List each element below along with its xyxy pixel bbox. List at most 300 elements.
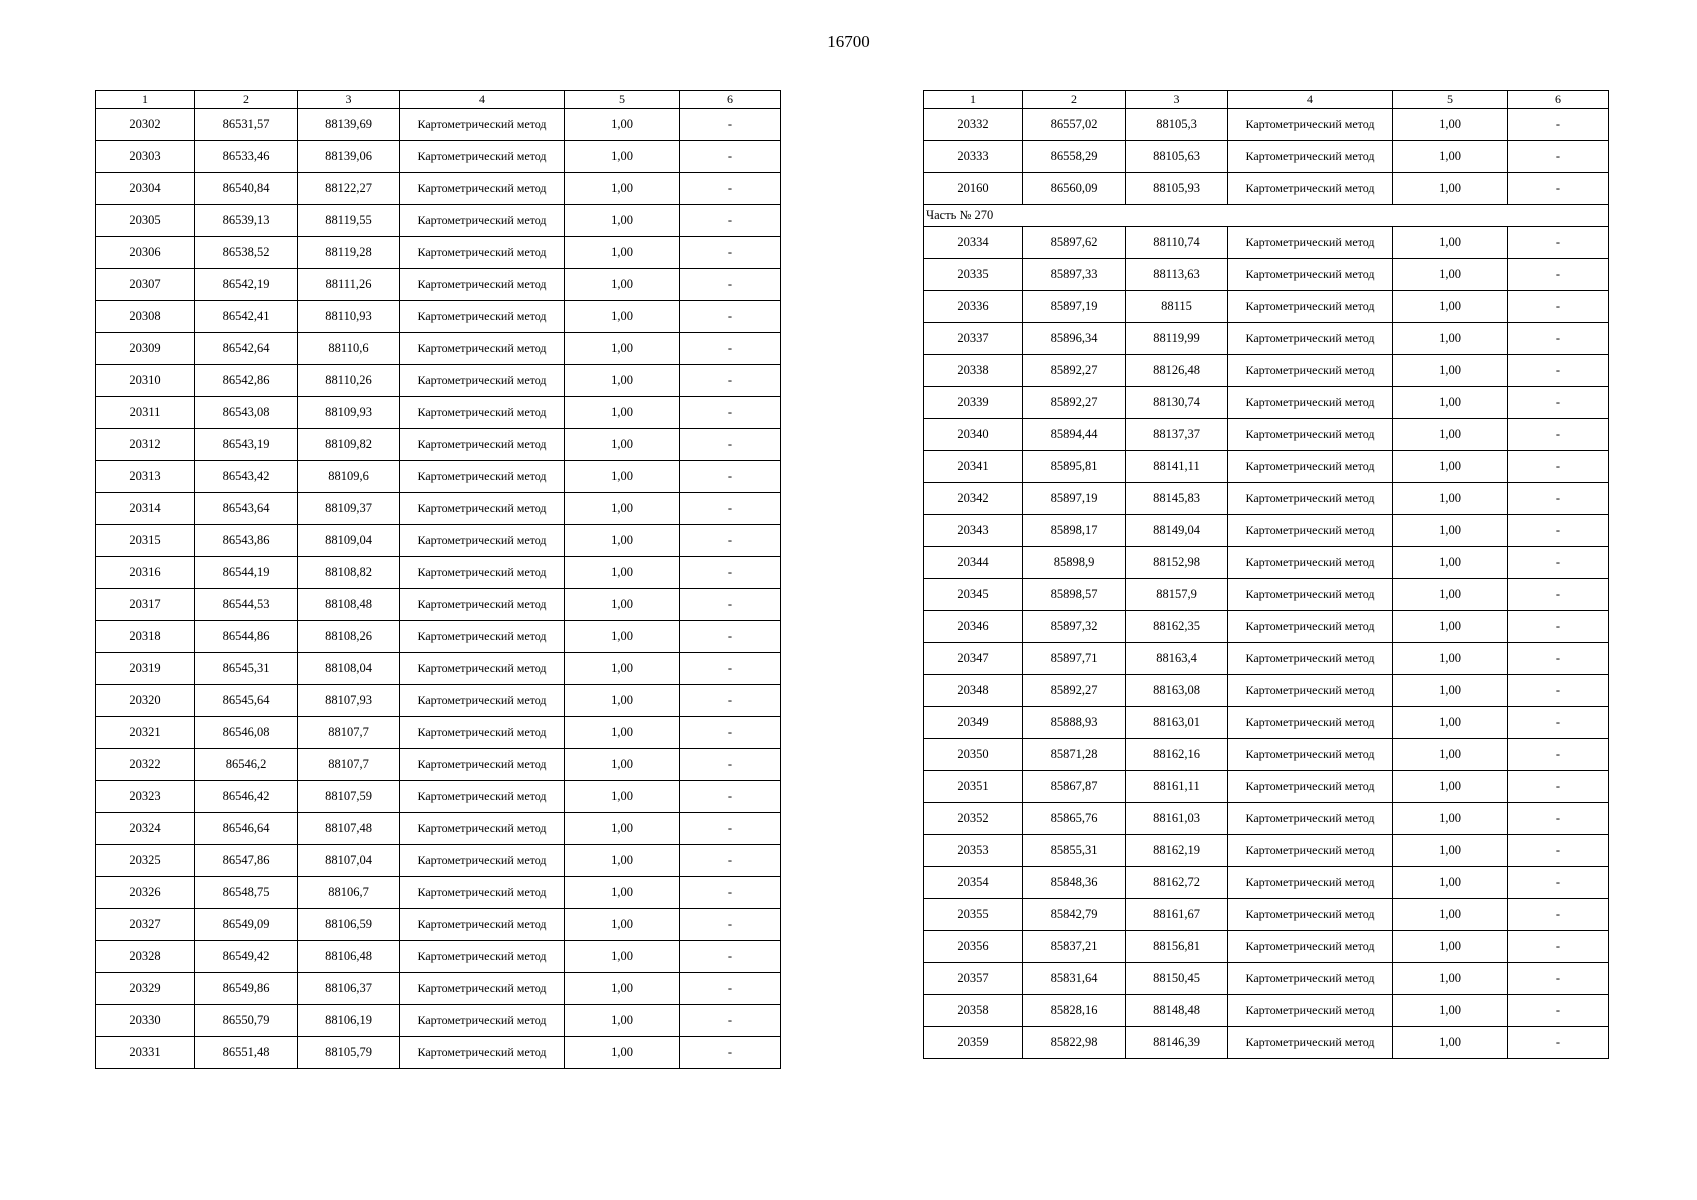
point-number-cell: 20332: [924, 109, 1023, 141]
method-cell: Картометрический метод: [1228, 675, 1393, 707]
accuracy-cell: 1,00: [565, 1037, 680, 1069]
x-coordinate-cell: 85898,9: [1023, 547, 1126, 579]
y-coordinate-cell: 88139,69: [298, 109, 400, 141]
y-coordinate-cell: 88107,7: [298, 717, 400, 749]
x-coordinate-cell: 86546,64: [195, 813, 298, 845]
accuracy-cell: 1,00: [1393, 259, 1508, 291]
point-number-cell: 20342: [924, 483, 1023, 515]
method-cell: Картометрический метод: [400, 717, 565, 749]
column-header: 3: [298, 91, 400, 109]
point-number-cell: 20318: [96, 621, 195, 653]
method-cell: Картометрический метод: [1228, 451, 1393, 483]
table-row: [924, 867, 1609, 899]
method-cell: Картометрический метод: [1228, 141, 1393, 173]
description-cell: -: [1508, 643, 1609, 675]
table-row: [924, 579, 1609, 611]
y-coordinate-cell: 88106,7: [298, 877, 400, 909]
point-number-cell: 20348: [924, 675, 1023, 707]
x-coordinate-cell: 86542,86: [195, 365, 298, 397]
table-row: [924, 259, 1609, 291]
accuracy-cell: 1,00: [1393, 451, 1508, 483]
table-body-right-bottom: [924, 227, 1609, 1059]
column-header: 5: [1393, 91, 1508, 109]
method-cell: Картометрический метод: [400, 237, 565, 269]
x-coordinate-cell: 85828,16: [1023, 995, 1126, 1027]
point-number-cell: 20334: [924, 227, 1023, 259]
y-coordinate-cell: 88156,81: [1126, 931, 1228, 963]
y-coordinate-cell: 88105,3: [1126, 109, 1228, 141]
table-row: [924, 643, 1609, 675]
point-number-cell: 20304: [96, 173, 195, 205]
point-number-cell: 20357: [924, 963, 1023, 995]
method-cell: Картометрический метод: [1228, 931, 1393, 963]
accuracy-cell: 1,00: [565, 749, 680, 781]
x-coordinate-cell: 86558,29: [1023, 141, 1126, 173]
table-row: [96, 525, 781, 557]
description-cell: -: [1508, 419, 1609, 451]
point-number-cell: 20324: [96, 813, 195, 845]
x-coordinate-cell: 86543,64: [195, 493, 298, 525]
y-coordinate-cell: 88126,48: [1126, 355, 1228, 387]
y-coordinate-cell: 88105,93: [1126, 173, 1228, 205]
description-cell: -: [1508, 675, 1609, 707]
y-coordinate-cell: 88148,48: [1126, 995, 1228, 1027]
table-row: [924, 141, 1609, 173]
description-cell: -: [680, 301, 781, 333]
table-row: [96, 781, 781, 813]
y-coordinate-cell: 88163,01: [1126, 707, 1228, 739]
x-coordinate-cell: 85892,27: [1023, 355, 1126, 387]
description-cell: -: [680, 525, 781, 557]
description-cell: -: [1508, 963, 1609, 995]
table-row: [96, 717, 781, 749]
table-row: [96, 205, 781, 237]
point-number-cell: 20311: [96, 397, 195, 429]
column-header: 6: [680, 91, 781, 109]
y-coordinate-cell: 88146,39: [1126, 1027, 1228, 1059]
column-header: 6: [1508, 91, 1609, 109]
accuracy-cell: 1,00: [565, 813, 680, 845]
table-row: [924, 1027, 1609, 1059]
description-cell: -: [680, 589, 781, 621]
y-coordinate-cell: 88108,82: [298, 557, 400, 589]
accuracy-cell: 1,00: [565, 717, 680, 749]
column-header: 1: [96, 91, 195, 109]
description-cell: -: [1508, 579, 1609, 611]
x-coordinate-cell: 85837,21: [1023, 931, 1126, 963]
point-number-cell: 20333: [924, 141, 1023, 173]
x-coordinate-cell: 86560,09: [1023, 173, 1126, 205]
description-cell: -: [1508, 291, 1609, 323]
point-number-cell: 20321: [96, 717, 195, 749]
x-coordinate-cell: 85897,33: [1023, 259, 1126, 291]
x-coordinate-cell: 86549,42: [195, 941, 298, 973]
y-coordinate-cell: 88152,98: [1126, 547, 1228, 579]
point-number-cell: 20353: [924, 835, 1023, 867]
method-cell: Картометрический метод: [400, 653, 565, 685]
accuracy-cell: 1,00: [565, 109, 680, 141]
table-row: [924, 109, 1609, 141]
table-row: [96, 749, 781, 781]
x-coordinate-cell: 86549,86: [195, 973, 298, 1005]
point-number-cell: 20358: [924, 995, 1023, 1027]
description-cell: -: [680, 909, 781, 941]
x-coordinate-cell: 86545,64: [195, 685, 298, 717]
y-coordinate-cell: 88109,6: [298, 461, 400, 493]
x-coordinate-cell: 85895,81: [1023, 451, 1126, 483]
point-number-cell: 20354: [924, 867, 1023, 899]
point-number-cell: 20347: [924, 643, 1023, 675]
accuracy-cell: 1,00: [565, 333, 680, 365]
method-cell: Картометрический метод: [400, 781, 565, 813]
y-coordinate-cell: 88119,55: [298, 205, 400, 237]
description-cell: -: [680, 877, 781, 909]
method-cell: Картометрический метод: [400, 973, 565, 1005]
point-number-cell: 20317: [96, 589, 195, 621]
accuracy-cell: 1,00: [1393, 963, 1508, 995]
description-cell: -: [1508, 323, 1609, 355]
point-number-cell: 20325: [96, 845, 195, 877]
method-cell: Картометрический метод: [1228, 707, 1393, 739]
part-section: [924, 205, 1609, 227]
description-cell: -: [1508, 803, 1609, 835]
point-number-cell: 20343: [924, 515, 1023, 547]
table-row: [924, 707, 1609, 739]
table-row: [924, 515, 1609, 547]
x-coordinate-cell: 85897,71: [1023, 643, 1126, 675]
y-coordinate-cell: 88161,11: [1126, 771, 1228, 803]
point-number-cell: 20302: [96, 109, 195, 141]
accuracy-cell: 1,00: [565, 205, 680, 237]
method-cell: Картометрический метод: [400, 397, 565, 429]
point-number-cell: 20350: [924, 739, 1023, 771]
table-header-row: [96, 91, 781, 109]
accuracy-cell: 1,00: [565, 461, 680, 493]
method-cell: Картометрический метод: [400, 269, 565, 301]
accuracy-cell: 1,00: [1393, 675, 1508, 707]
coordinates-table-left: [95, 90, 781, 1069]
description-cell: -: [680, 1005, 781, 1037]
point-number-cell: 20331: [96, 1037, 195, 1069]
point-number-cell: 20344: [924, 547, 1023, 579]
table-row: [924, 995, 1609, 1027]
description-cell: -: [1508, 355, 1609, 387]
description-cell: -: [1508, 483, 1609, 515]
accuracy-cell: 1,00: [565, 557, 680, 589]
table-row: [924, 451, 1609, 483]
table-row: [924, 803, 1609, 835]
description-cell: -: [680, 813, 781, 845]
x-coordinate-cell: 86544,53: [195, 589, 298, 621]
table-body-left: [96, 109, 781, 1069]
method-cell: Картометрический метод: [400, 173, 565, 205]
point-number-cell: 20320: [96, 685, 195, 717]
point-number-cell: 20355: [924, 899, 1023, 931]
accuracy-cell: 1,00: [565, 621, 680, 653]
x-coordinate-cell: 86533,46: [195, 141, 298, 173]
accuracy-cell: 1,00: [565, 877, 680, 909]
accuracy-cell: 1,00: [1393, 173, 1508, 205]
method-cell: Картометрический метод: [400, 909, 565, 941]
accuracy-cell: 1,00: [1393, 109, 1508, 141]
table-row: [96, 973, 781, 1005]
accuracy-cell: 1,00: [565, 429, 680, 461]
y-coordinate-cell: 88122,27: [298, 173, 400, 205]
accuracy-cell: 1,00: [1393, 931, 1508, 963]
x-coordinate-cell: 86544,19: [195, 557, 298, 589]
x-coordinate-cell: 85848,36: [1023, 867, 1126, 899]
point-number-cell: 20338: [924, 355, 1023, 387]
description-cell: -: [680, 493, 781, 525]
method-cell: Картометрический метод: [1228, 323, 1393, 355]
table-row: [96, 1037, 781, 1069]
y-coordinate-cell: 88137,37: [1126, 419, 1228, 451]
method-cell: Картометрический метод: [1228, 739, 1393, 771]
point-number-cell: 20336: [924, 291, 1023, 323]
x-coordinate-cell: 86551,48: [195, 1037, 298, 1069]
y-coordinate-cell: 88105,63: [1126, 141, 1228, 173]
table-header-row: [924, 91, 1609, 109]
y-coordinate-cell: 88157,9: [1126, 579, 1228, 611]
accuracy-cell: 1,00: [1393, 739, 1508, 771]
accuracy-cell: 1,00: [565, 237, 680, 269]
accuracy-cell: 1,00: [565, 493, 680, 525]
column-header: 2: [195, 91, 298, 109]
table-row: [924, 739, 1609, 771]
x-coordinate-cell: 86539,13: [195, 205, 298, 237]
accuracy-cell: 1,00: [565, 269, 680, 301]
x-coordinate-cell: 85892,27: [1023, 675, 1126, 707]
description-cell: -: [1508, 995, 1609, 1027]
y-coordinate-cell: 88150,45: [1126, 963, 1228, 995]
table-row: [924, 899, 1609, 931]
description-cell: -: [680, 621, 781, 653]
point-number-cell: 20315: [96, 525, 195, 557]
method-cell: Картометрический метод: [1228, 835, 1393, 867]
accuracy-cell: 1,00: [1393, 387, 1508, 419]
description-cell: -: [680, 1037, 781, 1069]
table-row: [96, 429, 781, 461]
description-cell: -: [1508, 515, 1609, 547]
x-coordinate-cell: 86546,42: [195, 781, 298, 813]
accuracy-cell: 1,00: [1393, 515, 1508, 547]
description-cell: -: [680, 109, 781, 141]
method-cell: Картометрический метод: [400, 557, 565, 589]
point-number-cell: 20306: [96, 237, 195, 269]
accuracy-cell: 1,00: [565, 589, 680, 621]
description-cell: -: [680, 141, 781, 173]
y-coordinate-cell: 88107,48: [298, 813, 400, 845]
y-coordinate-cell: 88108,48: [298, 589, 400, 621]
method-cell: Картометрический метод: [1228, 173, 1393, 205]
x-coordinate-cell: 86543,42: [195, 461, 298, 493]
x-coordinate-cell: 85892,27: [1023, 387, 1126, 419]
method-cell: Картометрический метод: [1228, 1027, 1393, 1059]
method-cell: Картометрический метод: [400, 621, 565, 653]
column-header: 1: [924, 91, 1023, 109]
y-coordinate-cell: 88110,74: [1126, 227, 1228, 259]
table-row: [924, 611, 1609, 643]
point-number-cell: 20356: [924, 931, 1023, 963]
y-coordinate-cell: 88107,93: [298, 685, 400, 717]
method-cell: Картометрический метод: [1228, 899, 1393, 931]
accuracy-cell: 1,00: [565, 525, 680, 557]
point-number-cell: 20160: [924, 173, 1023, 205]
description-cell: -: [1508, 547, 1609, 579]
table-row: [924, 547, 1609, 579]
x-coordinate-cell: 85855,31: [1023, 835, 1126, 867]
x-coordinate-cell: 85897,19: [1023, 291, 1126, 323]
y-coordinate-cell: 88130,74: [1126, 387, 1228, 419]
x-coordinate-cell: 85898,57: [1023, 579, 1126, 611]
accuracy-cell: 1,00: [1393, 707, 1508, 739]
point-number-cell: 20309: [96, 333, 195, 365]
point-number-cell: 20327: [96, 909, 195, 941]
x-coordinate-cell: 86531,57: [195, 109, 298, 141]
accuracy-cell: 1,00: [1393, 323, 1508, 355]
table-row: [96, 941, 781, 973]
accuracy-cell: 1,00: [565, 141, 680, 173]
description-cell: -: [680, 717, 781, 749]
method-cell: Картометрический метод: [1228, 643, 1393, 675]
y-coordinate-cell: 88110,93: [298, 301, 400, 333]
accuracy-cell: 1,00: [1393, 643, 1508, 675]
x-coordinate-cell: 86538,52: [195, 237, 298, 269]
description-cell: -: [680, 845, 781, 877]
description-cell: -: [1508, 173, 1609, 205]
y-coordinate-cell: 88141,11: [1126, 451, 1228, 483]
accuracy-cell: 1,00: [1393, 995, 1508, 1027]
x-coordinate-cell: 85897,19: [1023, 483, 1126, 515]
point-number-cell: 20335: [924, 259, 1023, 291]
method-cell: Картометрический метод: [1228, 803, 1393, 835]
table-row: [924, 355, 1609, 387]
method-cell: Картометрический метод: [1228, 483, 1393, 515]
accuracy-cell: 1,00: [565, 973, 680, 1005]
table-row: [924, 483, 1609, 515]
point-number-cell: 20323: [96, 781, 195, 813]
x-coordinate-cell: 85897,32: [1023, 611, 1126, 643]
accuracy-cell: 1,00: [565, 365, 680, 397]
x-coordinate-cell: 85888,93: [1023, 707, 1126, 739]
y-coordinate-cell: 88113,63: [1126, 259, 1228, 291]
method-cell: Картометрический метод: [1228, 771, 1393, 803]
description-cell: -: [680, 269, 781, 301]
description-cell: -: [1508, 707, 1609, 739]
point-number-cell: 20351: [924, 771, 1023, 803]
description-cell: -: [680, 557, 781, 589]
accuracy-cell: 1,00: [565, 909, 680, 941]
y-coordinate-cell: 88163,4: [1126, 643, 1228, 675]
column-header: 5: [565, 91, 680, 109]
y-coordinate-cell: 88162,19: [1126, 835, 1228, 867]
table-row: [924, 387, 1609, 419]
x-coordinate-cell: 86547,86: [195, 845, 298, 877]
x-coordinate-cell: 85896,34: [1023, 323, 1126, 355]
x-coordinate-cell: 85898,17: [1023, 515, 1126, 547]
column-header: 3: [1126, 91, 1228, 109]
accuracy-cell: 1,00: [1393, 483, 1508, 515]
table-row: [924, 675, 1609, 707]
table-row: [924, 419, 1609, 451]
table-row: [924, 771, 1609, 803]
y-coordinate-cell: 88108,04: [298, 653, 400, 685]
method-cell: Картометрический метод: [1228, 611, 1393, 643]
description-cell: -: [1508, 867, 1609, 899]
part-label: Часть № 270: [924, 205, 1609, 227]
table-row: [96, 301, 781, 333]
description-cell: -: [1508, 739, 1609, 771]
table-row: [924, 291, 1609, 323]
method-cell: Картометрический метод: [400, 365, 565, 397]
table-row: [96, 621, 781, 653]
description-cell: -: [1508, 227, 1609, 259]
method-cell: Картометрический метод: [1228, 867, 1393, 899]
point-number-cell: 20329: [96, 973, 195, 1005]
table-row: [924, 227, 1609, 259]
y-coordinate-cell: 88119,28: [298, 237, 400, 269]
accuracy-cell: 1,00: [1393, 291, 1508, 323]
method-cell: Картометрический метод: [400, 141, 565, 173]
column-header: 4: [1228, 91, 1393, 109]
x-coordinate-cell: 86543,19: [195, 429, 298, 461]
method-cell: Картометрический метод: [400, 493, 565, 525]
x-coordinate-cell: 86546,08: [195, 717, 298, 749]
description-cell: -: [680, 461, 781, 493]
point-number-cell: 20310: [96, 365, 195, 397]
accuracy-cell: 1,00: [1393, 547, 1508, 579]
point-number-cell: 20352: [924, 803, 1023, 835]
method-cell: Картометрический метод: [400, 429, 565, 461]
description-cell: -: [680, 429, 781, 461]
y-coordinate-cell: 88107,7: [298, 749, 400, 781]
table-row: [96, 109, 781, 141]
method-cell: Картометрический метод: [1228, 515, 1393, 547]
point-number-cell: 20314: [96, 493, 195, 525]
table-row: [96, 141, 781, 173]
description-cell: -: [1508, 387, 1609, 419]
y-coordinate-cell: 88119,99: [1126, 323, 1228, 355]
table-row: [96, 557, 781, 589]
method-cell: Картометрический метод: [1228, 995, 1393, 1027]
x-coordinate-cell: 86550,79: [195, 1005, 298, 1037]
method-cell: Картометрический метод: [1228, 291, 1393, 323]
y-coordinate-cell: 88107,59: [298, 781, 400, 813]
description-cell: -: [1508, 771, 1609, 803]
part-row: [924, 205, 1609, 227]
column-header: 4: [400, 91, 565, 109]
point-number-cell: 20346: [924, 611, 1023, 643]
method-cell: Картометрический метод: [400, 109, 565, 141]
table-row: [96, 397, 781, 429]
description-cell: -: [1508, 259, 1609, 291]
table-row: [96, 877, 781, 909]
y-coordinate-cell: 88110,26: [298, 365, 400, 397]
x-coordinate-cell: 86543,86: [195, 525, 298, 557]
accuracy-cell: 1,00: [565, 685, 680, 717]
y-coordinate-cell: 88109,04: [298, 525, 400, 557]
point-number-cell: 20349: [924, 707, 1023, 739]
method-cell: Картометрический метод: [400, 845, 565, 877]
accuracy-cell: 1,00: [1393, 867, 1508, 899]
accuracy-cell: 1,00: [1393, 355, 1508, 387]
x-coordinate-cell: 86542,41: [195, 301, 298, 333]
accuracy-cell: 1,00: [565, 653, 680, 685]
method-cell: Картометрический метод: [400, 525, 565, 557]
description-cell: -: [1508, 611, 1609, 643]
y-coordinate-cell: 88106,59: [298, 909, 400, 941]
x-coordinate-cell: 85865,76: [1023, 803, 1126, 835]
